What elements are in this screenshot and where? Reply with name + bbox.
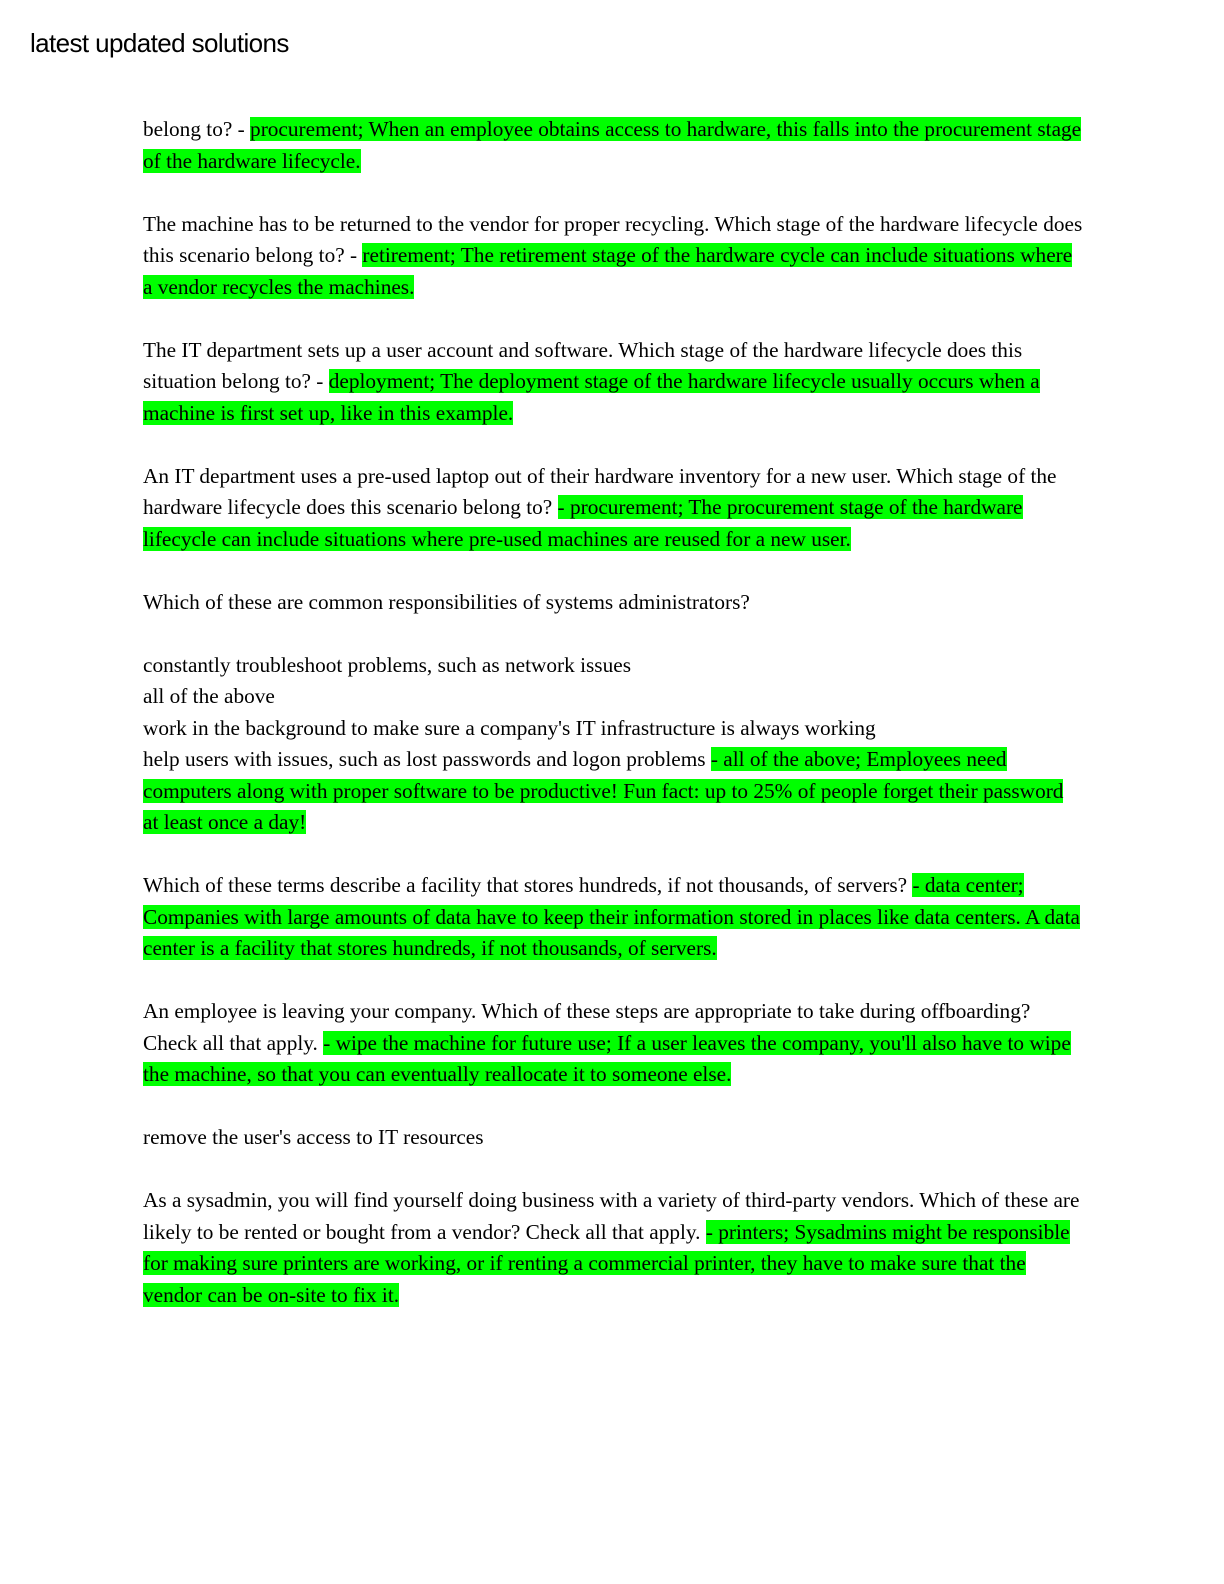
- question-text: An IT department uses a pre-used laptop out of their hardware inventory for a new user. Which stage of the hardware lifecycle does this scenario belong to?: [143, 463, 1057, 519]
- question-text: The machine has to be returned to the vendor for proper recycling. Which stage of the hardware lifecycle does this scenario belong to? -: [143, 211, 1083, 267]
- header-title: latest updated solutions: [30, 28, 289, 58]
- qa-block-vendors: [143, 1185, 1083, 1311]
- answer-highlight: - printers; Sysadmins might be responsible for making sure printers are working, or if renting a commercial printer, they have to make sure that the vendor can be on-site to fix it.: [143, 1219, 1070, 1307]
- qa-block-procurement-employee: [143, 114, 1083, 177]
- question-text: belong to? -: [143, 117, 251, 141]
- answer-highlight: - all of the above; Employees need computers along with proper software to be productive! Fun fact: up to 25% of people forget their password at least once a day!: [143, 747, 1064, 834]
- option-line: all of the above: [143, 684, 275, 708]
- option-text: help users with issues, such as lost passwords and logon problems: [143, 747, 711, 771]
- question-text: As a sysadmin, you will find yourself doing business with a variety of third-party vendors. Which of these are likely to be rented or bought from a vendor? Check all that apply.: [143, 1188, 1080, 1244]
- question-text: An employee is leaving your company. Which of these steps are appropriate to take during offboarding? Check all that apply.: [143, 999, 1031, 1055]
- option-line: work in the background to make sure a company's IT infrastructure is always working: [143, 715, 876, 740]
- answer-highlight: retirement; The retirement stage of the hardware cycle can include situations where a vendor recycles the machines.: [143, 243, 1073, 299]
- answer-highlight: procurement; When an employee obtains access to hardware, this falls into the procurement stage of the hardware lifecycle.: [143, 117, 1082, 173]
- answer-highlight: - data center; Companies with large amounts of data have to keep their information stored in places like data centers. A data center is a facility that stores hundreds, if not thousands, of servers.: [143, 873, 1080, 960]
- answer-highlight: - procurement; The procurement stage of the hardware lifecycle can include situations where pre-used machines are reused for a new user.: [143, 495, 1023, 551]
- qa-block-procurement-preused: [143, 461, 1083, 556]
- document-body: [143, 114, 1083, 1343]
- question-text: The IT department sets up a user account and software. Which stage of the hardware lifecycle does this situation belong to? -: [143, 337, 1023, 393]
- qa-block-data-center: [143, 870, 1083, 965]
- question-sysadmin-responsibilities: Which of these are common responsibilities of systems administrators?: [143, 589, 750, 614]
- option-line: constantly troubleshoot problems, such as network issues: [143, 652, 631, 677]
- qa-block-deployment: [143, 335, 1083, 430]
- answer-highlight: deployment; The deployment stage of the hardware lifecycle usually occurs when a machine is first set up, like in this example.: [143, 369, 1040, 425]
- question-text: Which of these terms describe a facility that stores hundreds, if not thousands, of servers?: [143, 873, 913, 897]
- option-line-with-answer: [143, 744, 1083, 839]
- option-remove-access: remove the user's access to IT resources: [143, 1125, 484, 1149]
- qa-block-offboarding: [143, 996, 1083, 1091]
- answer-highlight: - wipe the machine for future use; If a user leaves the company, you'll also have to wipe the machine, so that you can eventually reallocate it to someone else.: [143, 1030, 1071, 1086]
- qa-block-retirement: [143, 209, 1083, 304]
